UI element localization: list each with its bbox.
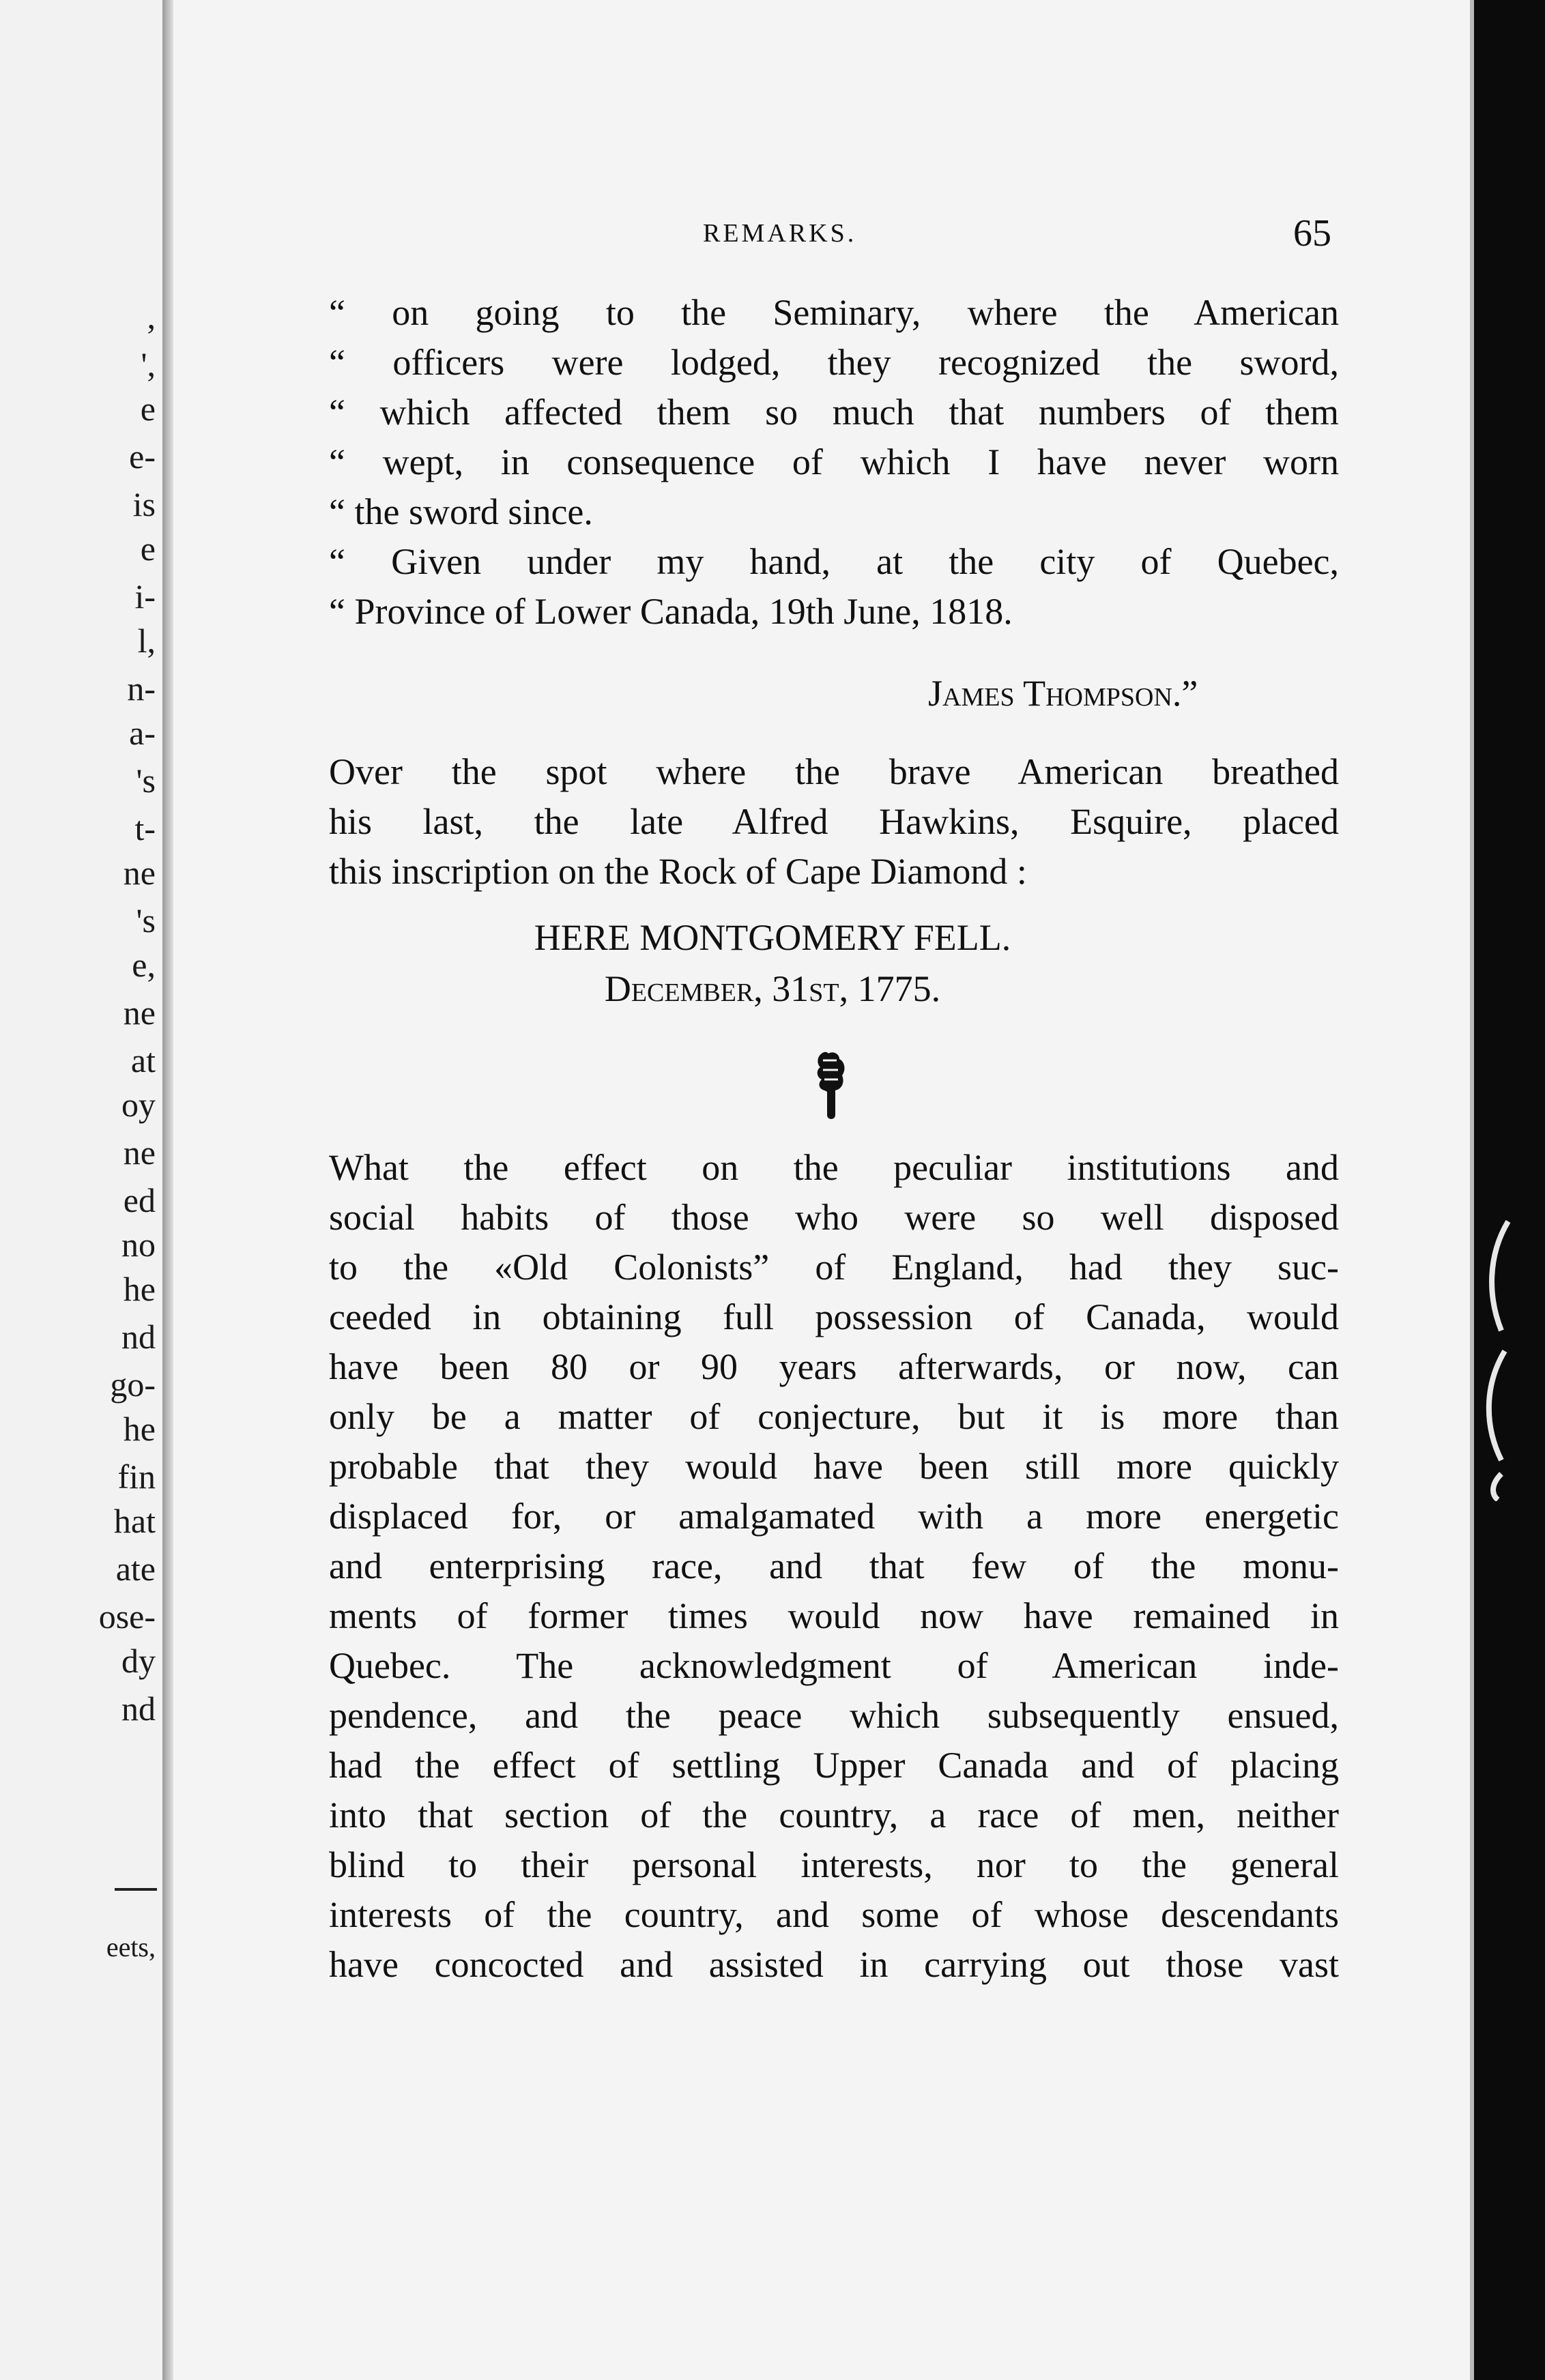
left-page-line-end: oy <box>121 1086 156 1124</box>
left-page-line-end: 's <box>136 761 156 800</box>
text-line: “ the sword since. <box>329 491 593 532</box>
quoted-certificate <box>329 288 1339 637</box>
text-line: only be a matter of conjecture, but it is more than <box>329 1396 1339 1437</box>
inscription-date: December, 31st, 1775. <box>604 968 941 1009</box>
text-line: had the effect of settling Upper Canada and of placing <box>329 1745 1339 1786</box>
text-line: Over the spot where the brave American breathed <box>329 751 1339 792</box>
left-facing-page <box>0 0 162 2380</box>
left-page-rule <box>115 1888 157 1891</box>
left-page-line-end: he <box>123 1270 156 1308</box>
left-page-line-end: ne <box>123 1133 156 1172</box>
left-page-line-end: e <box>140 390 156 428</box>
text-line: Quebec. The acknowledgment of American inde- <box>329 1645 1339 1686</box>
left-page-line-end: t- <box>134 809 156 847</box>
pointing-hand-icon <box>812 1049 850 1124</box>
text-line: have been 80 or 90 years afterwards, or now, can <box>329 1346 1339 1387</box>
left-page-line-end: is <box>132 485 156 523</box>
text-line: displaced for, or amalgamated with a more energetic <box>329 1496 1339 1537</box>
text-line: “ Given under my hand, at the city of Quebec, <box>329 541 1339 582</box>
text-line: ceeded in obtaining full possession of Canada, would <box>329 1296 1339 1337</box>
paragraph-main <box>329 1143 1339 1990</box>
left-page-line-end: no <box>121 1225 156 1264</box>
page-edge-mark <box>1474 1215 1515 1501</box>
scan-border <box>1474 0 1545 2380</box>
left-page-line-end: nd <box>121 1318 156 1356</box>
inscription-title: HERE MONTGOMERY FELL. <box>534 917 1011 958</box>
page-number: 65 <box>1293 212 1331 255</box>
text-line: blind to their personal interests, nor to the general <box>329 1844 1339 1885</box>
text-line: “ Province of Lower Canada, 19th June, 1818. <box>329 591 1013 632</box>
book-gutter <box>162 0 173 2380</box>
text-line: have concocted and assisted in carrying out those vast <box>329 1944 1339 1985</box>
left-page-line-end: ate <box>115 1550 156 1588</box>
text-line: social habits of those who were so well disposed <box>329 1197 1339 1238</box>
left-page-line-end: e, <box>132 946 156 984</box>
left-page-line-end: hat <box>113 1502 156 1540</box>
left-page-line-end: , <box>147 298 156 336</box>
left-page-line-end: l, <box>137 622 156 660</box>
text-line: this inscription on the Rock of Cape Diamond : <box>329 851 1027 892</box>
left-page-line-end: eets, <box>106 1932 156 1962</box>
left-page-line-end: at <box>130 1041 156 1079</box>
text-line: ments of former times would now have remained in <box>329 1595 1339 1636</box>
left-page-line-end: he <box>123 1410 156 1448</box>
left-page-line-end: fin <box>117 1457 156 1496</box>
left-page-line-end: e <box>140 529 156 568</box>
text-line: “ which affected them so much that numbers of them <box>329 392 1339 433</box>
left-page-line-end: ne <box>123 854 156 892</box>
left-page-line-end: go- <box>110 1365 156 1404</box>
text-line: interests of the country, and some of whose descendants <box>329 1894 1339 1935</box>
text-line: “ on going to the Seminary, where the American <box>329 292 1339 333</box>
left-page-line-end: nd <box>121 1689 156 1728</box>
left-page-line-end: dy <box>121 1642 156 1680</box>
text-line: “ wept, in consequence of which I have never worn <box>329 441 1339 482</box>
text-line: probable that they would have been still more quickly <box>329 1446 1339 1487</box>
left-page-line-end: n- <box>127 669 156 708</box>
text-line: into that section of the country, a race of men, neither <box>329 1795 1339 1835</box>
signature: James Thompson.” <box>928 673 1198 714</box>
left-page-line-end: ', <box>141 345 156 383</box>
left-page-line-end: e- <box>129 437 156 476</box>
text-line: What the effect on the peculiar institutions and <box>329 1147 1339 1188</box>
text-line: pendence, and the peace which subsequently ensued, <box>329 1695 1339 1736</box>
left-page-line-end: ose- <box>98 1597 156 1636</box>
left-page-line-end: ne <box>123 993 156 1032</box>
text-line: his last, the late Alfred Hawkins, Esquire, placed <box>329 801 1339 842</box>
left-page-line-end: i- <box>134 577 156 615</box>
text-line: and enterprising race, and that few of the monu- <box>329 1545 1339 1586</box>
paragraph-inscription-intro <box>329 747 1339 897</box>
left-page-line-end: 's <box>136 901 156 940</box>
text-line: to the «Old Colonists” of England, had they suc- <box>329 1247 1339 1288</box>
left-page-line-end: ed <box>123 1181 156 1219</box>
running-head: REMARKS. <box>703 219 857 248</box>
text-line: “ officers were lodged, they recognized the sword, <box>329 342 1339 383</box>
left-page-line-end: a- <box>129 714 156 752</box>
